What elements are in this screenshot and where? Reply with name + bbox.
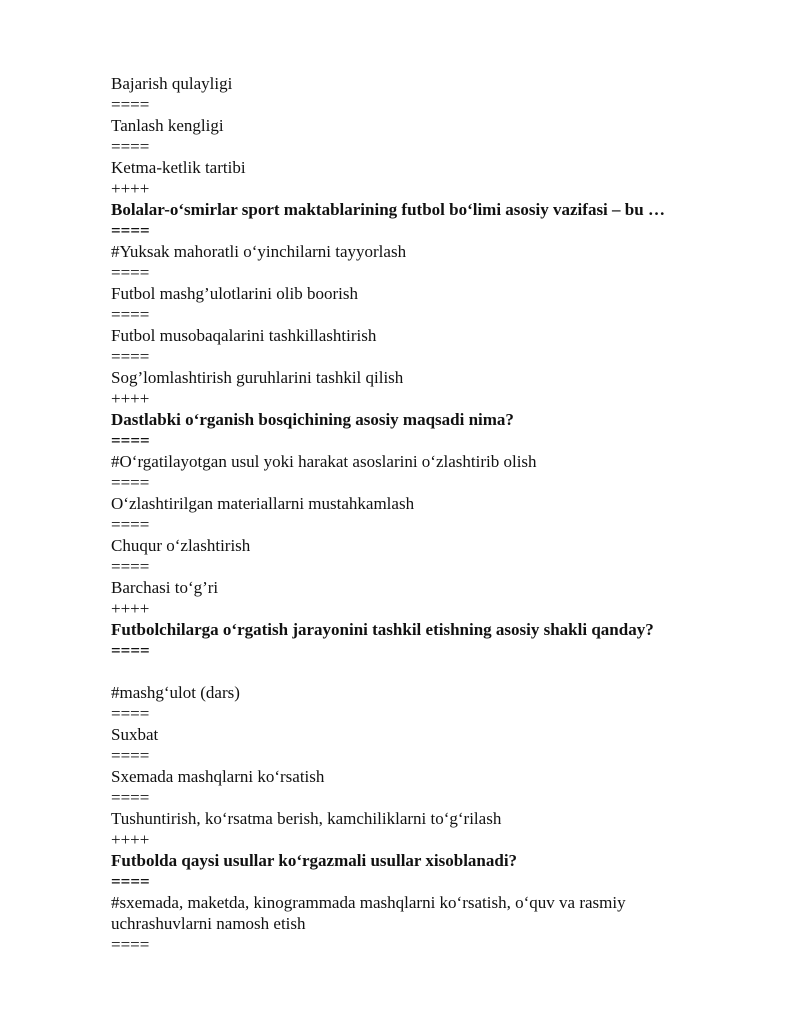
answer-option: Futbol musobaqalarini tashkillashtirish <box>111 326 377 345</box>
answer-option: Sog’lomlashtirish guruhlarini tashkil qilish <box>111 368 404 387</box>
answer-option: Tanlash kengligi <box>111 116 224 135</box>
separator: ==== <box>111 137 150 156</box>
document-page <box>111 73 751 955</box>
correct-answer-option: #Yuksak mahoratli o‘yinchilarni tayyorlash <box>111 242 407 261</box>
answer-option: Bajarish qulayligi <box>111 74 233 93</box>
separator: ==== <box>111 305 150 324</box>
question-separator: ++++ <box>111 179 150 198</box>
correct-answer-option: #sxemada, maketda, kinogrammada mashqlarni ko‘rsatish, o‘quv va rasmiy uchrashuvlarni namosh etish <box>111 893 626 933</box>
separator: ==== <box>111 95 150 114</box>
separator: ==== <box>111 431 150 450</box>
blank-line <box>111 661 751 682</box>
correct-answer-option: #O‘rgatilayotgan usul yoki harakat asoslarini o‘zlashtirib olish <box>111 452 537 471</box>
separator: ==== <box>111 641 150 660</box>
separator: ==== <box>111 347 150 366</box>
separator: ==== <box>111 746 150 765</box>
question-text: Bolalar-o‘smirlar sport maktablarining futbol bo‘limi asosiy vazifasi – bu … <box>111 200 665 219</box>
separator: ==== <box>111 872 150 891</box>
separator: ==== <box>111 557 150 576</box>
separator: ==== <box>111 788 150 807</box>
answer-option: O‘zlashtirilgan materiallarni mustahkamlash <box>111 494 415 513</box>
answer-option: Ketma-ketlik tartibi <box>111 158 246 177</box>
question-text: Dastlabki o‘rganish bosqichining asosiy maqsadi nima? <box>111 410 514 429</box>
separator: ==== <box>111 263 150 282</box>
answer-option: Futbol mashg’ulotlarini olib boorish <box>111 284 358 303</box>
question-separator: ++++ <box>111 389 150 408</box>
answer-option: Chuqur o‘zlashtirish <box>111 536 251 555</box>
correct-answer-option: #mashg‘ulot (dars) <box>111 683 240 702</box>
question-text: Futbolchilarga o‘rgatish jarayonini tashkil etishning asosiy shakli qanday? <box>111 620 654 639</box>
answer-option: Tushuntirish, ko‘rsatma berish, kamchiliklarni to‘g‘rilash <box>111 809 502 828</box>
answer-option: Barchasi to‘g’ri <box>111 578 219 597</box>
question-separator: ++++ <box>111 599 150 618</box>
separator: ==== <box>111 473 150 492</box>
question-separator: ++++ <box>111 830 150 849</box>
separator: ==== <box>111 221 150 240</box>
question-text: Futbolda qaysi usullar ko‘rgazmali usullar xisoblanadi? <box>111 851 518 870</box>
separator: ==== <box>111 935 150 954</box>
answer-option: Suxbat <box>111 725 159 744</box>
separator: ==== <box>111 515 150 534</box>
separator: ==== <box>111 704 150 723</box>
answer-option: Sxemada mashqlarni ko‘rsatish <box>111 767 325 786</box>
